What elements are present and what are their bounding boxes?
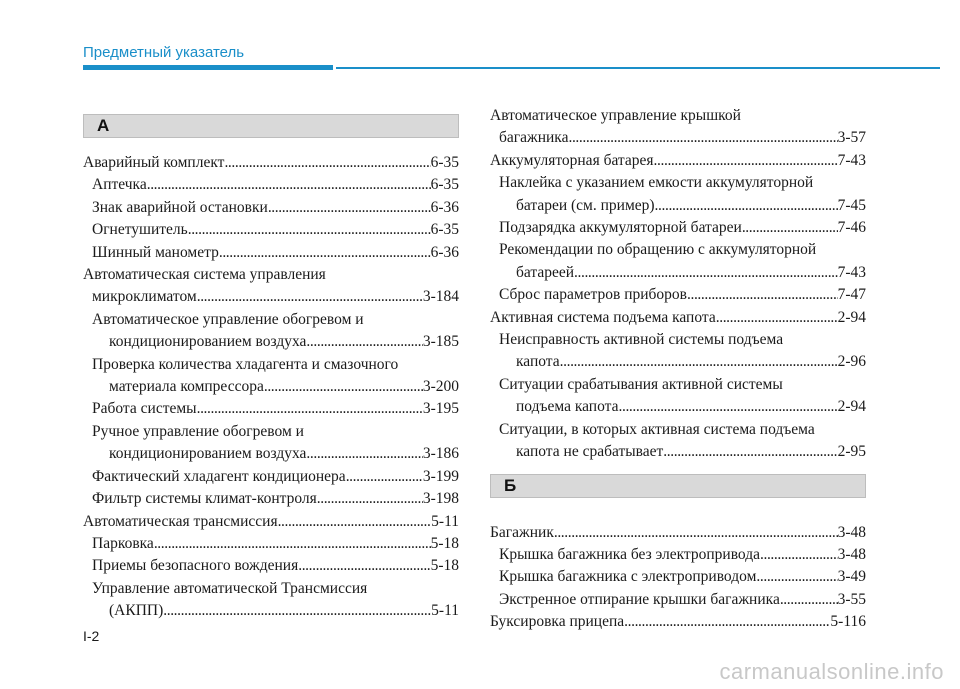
entry-page-ref: 5-11 (431, 512, 459, 530)
dot-leader (147, 174, 431, 196)
entry-text: Аварийный комплект (83, 154, 225, 171)
entry-text: Работа системы (92, 400, 197, 418)
entry-text: Управление автоматической Трансмиссия (92, 579, 368, 597)
entry-page-ref: 5-11 (431, 602, 459, 620)
dot-leader (560, 351, 838, 373)
entry-page-ref: 3-186 (422, 445, 459, 463)
entry-page-ref: 6-35 (430, 221, 459, 239)
section-letter: Б (504, 475, 517, 495)
entry-text: Наклейка с указанием емкости аккумуляторной (499, 174, 814, 192)
index-entry (490, 522, 866, 544)
index-entry (490, 544, 866, 566)
dot-leader (619, 396, 838, 418)
entry-page-ref: 5-18 (430, 534, 459, 552)
index-entry (83, 421, 459, 466)
entry-text: Аптечка (92, 176, 147, 194)
dot-leader (219, 242, 431, 264)
dot-leader (687, 284, 838, 306)
entry-page-ref: 6-36 (430, 198, 459, 216)
entry-text: Фильтр системы климат-контроля (92, 490, 317, 508)
index-entry (83, 152, 459, 174)
entry-list (490, 522, 866, 634)
index-entry (83, 555, 459, 577)
dot-leader (264, 376, 423, 398)
page-number: I-2 (83, 628, 100, 644)
entry-text: Буксировка прицепа (490, 613, 625, 631)
index-entry (83, 511, 459, 533)
index-column-right (490, 105, 866, 634)
index-entry (490, 105, 866, 150)
dot-leader (298, 555, 430, 577)
entry-page-ref: 3-49 (837, 568, 866, 586)
entry-text: Аккумуляторная батарея (490, 151, 654, 169)
entry-page-ref: 6-35 (430, 176, 459, 194)
entry-page-ref: 7-43 (837, 263, 866, 281)
entry-page-ref: 5-18 (430, 557, 459, 575)
header-rule-accent (83, 65, 333, 70)
entry-text: подъема капота (516, 398, 619, 416)
index-column-left (83, 114, 459, 623)
entry-text: капота не срабатывает (516, 443, 664, 461)
dot-leader (268, 197, 431, 219)
dot-leader (317, 488, 423, 510)
entry-page-ref: 6-35 (430, 154, 459, 171)
entry-text: Активная система подъема капота (490, 308, 716, 326)
entry-page-ref: 2-96 (837, 353, 866, 371)
entry-text: (АКПП) (109, 602, 164, 620)
dot-leader (760, 544, 838, 566)
index-entry (490, 374, 866, 419)
index-entry (490, 217, 866, 239)
entry-text: Автоматическое управление обогревом и (92, 310, 364, 328)
entry-page-ref: 5-116 (830, 613, 866, 631)
entry-page-ref: 6-36 (430, 243, 459, 261)
index-entry (490, 239, 866, 284)
section-letter: А (97, 116, 110, 135)
index-entry (83, 466, 459, 488)
entry-text: капота (516, 353, 560, 371)
entry-text: Шинный манометр (92, 243, 219, 261)
index-entry (490, 611, 866, 633)
dot-leader (306, 443, 422, 465)
entry-list (83, 152, 459, 623)
dot-leader (624, 611, 830, 633)
index-entry (83, 578, 459, 623)
entry-text: микроклиматом (92, 288, 197, 306)
entry-page-ref: 2-95 (837, 443, 866, 461)
dot-leader (163, 600, 431, 622)
entry-text: кондиционированием воздуха (109, 333, 307, 351)
entry-page-ref: 3-199 (422, 467, 459, 485)
index-entry (490, 566, 866, 588)
index-entry (83, 174, 459, 196)
index-entry (83, 488, 459, 510)
entry-text: Знак аварийной остановки (92, 198, 268, 216)
dot-leader (568, 127, 837, 149)
entry-text: багажника (499, 129, 569, 147)
dot-leader (224, 152, 430, 174)
entry-text: батареей (516, 263, 575, 281)
index-entry (83, 354, 459, 399)
index-entry (490, 307, 866, 329)
dot-leader (346, 466, 423, 488)
dot-leader (574, 262, 838, 284)
entry-page-ref: 3-184 (422, 288, 459, 306)
entry-text: Багажник (490, 523, 554, 541)
entry-page-ref: 3-198 (422, 490, 459, 508)
index-entry (490, 419, 866, 464)
entry-text: Автоматическая трансмиссия (83, 512, 278, 530)
entry-page-ref: 2-94 (837, 398, 866, 416)
section-header-a (83, 114, 459, 138)
entry-text: Приемы безопасного вождения (92, 557, 299, 575)
entry-text: Автоматическое управление крышкой (490, 107, 741, 124)
entry-text: Сброс параметров приборов (499, 286, 687, 304)
dot-leader (554, 522, 838, 544)
entry-text: Рекомендации по обращению с аккумуляторной (499, 241, 817, 259)
entry-page-ref: 3-57 (837, 129, 866, 147)
entry-text: Ручное управление обогревом и (92, 422, 304, 440)
section-header-b (490, 474, 866, 498)
watermark: carmanualsonline.info (719, 659, 944, 684)
entry-text: Парковка (92, 534, 154, 552)
dot-leader (654, 150, 838, 172)
page-header-title: Предметный указатель (83, 44, 245, 61)
entry-page-ref: 3-48 (837, 523, 866, 541)
header-rule-line (336, 67, 940, 69)
entry-page-ref: 7-46 (837, 219, 866, 237)
index-entry (83, 219, 459, 241)
index-entry (490, 172, 866, 217)
entry-text: Подзарядка аккумуляторной батареи (499, 219, 742, 237)
dot-leader (306, 331, 422, 353)
dot-leader (756, 566, 837, 588)
entry-page-ref: 3-195 (422, 400, 459, 418)
dot-leader (197, 398, 423, 420)
entry-page-ref: 2-94 (837, 308, 866, 326)
index-entry (83, 309, 459, 354)
dot-leader (663, 441, 837, 463)
index-entry (83, 398, 459, 420)
entry-text: Крышка багажника без электропривода (499, 545, 760, 563)
entry-page-ref: 7-47 (837, 286, 866, 304)
entry-page-ref: 3-55 (837, 590, 866, 608)
dot-leader (742, 217, 838, 239)
index-entry (83, 264, 459, 309)
entry-page-ref: 7-43 (837, 151, 866, 169)
entry-text: Автоматическая система управления (83, 266, 326, 284)
index-entry (83, 242, 459, 264)
dot-leader (278, 511, 432, 533)
entry-page-ref: 7-45 (837, 196, 866, 214)
index-entry (490, 150, 866, 172)
entry-text: кондиционированием воздуха (109, 445, 307, 463)
entry-text: Ситуации, в которых активная система подъема (499, 420, 815, 438)
dot-leader (655, 195, 838, 217)
index-entry (490, 329, 866, 374)
dot-leader (154, 533, 431, 555)
index-entry (83, 533, 459, 555)
index-entry (490, 589, 866, 611)
dot-leader (716, 307, 838, 329)
entry-text: Крышка багажника с электроприводом (499, 568, 757, 586)
entry-text: Неисправность активной системы подъема (499, 331, 784, 349)
index-entry (490, 284, 866, 306)
entry-text: Огнетушитель (92, 221, 188, 239)
dot-leader (780, 589, 838, 611)
entry-text: Экстренное отпирание крышки багажника (499, 590, 780, 608)
dot-leader (197, 286, 423, 308)
entry-text: Фактический хладагент кондиционера (92, 467, 346, 485)
entry-text: батареи (см. пример) (516, 196, 655, 214)
entry-text: материала компрессора (109, 378, 264, 396)
entry-text: Проверка количества хладагента и смазочного (92, 355, 399, 373)
entry-text: Ситуации срабатывания активной системы (499, 375, 783, 393)
entry-page-ref: 3-200 (422, 378, 459, 396)
entry-page-ref: 3-48 (837, 545, 866, 563)
entry-page-ref: 3-185 (422, 333, 459, 351)
entry-list (490, 105, 866, 464)
dot-leader (188, 219, 431, 241)
index-entry (83, 197, 459, 219)
